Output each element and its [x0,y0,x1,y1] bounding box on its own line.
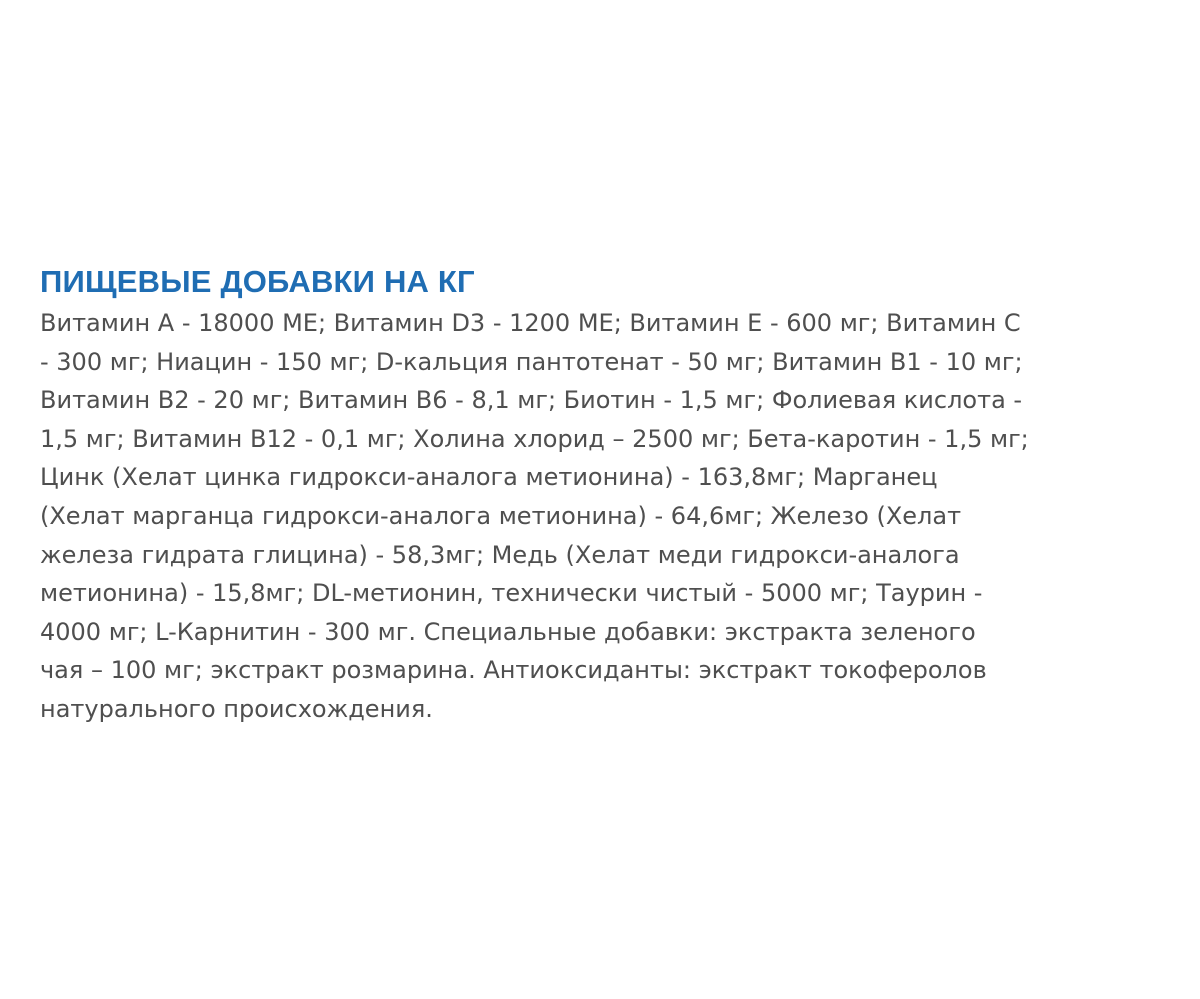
text-line: Цинк (Хелат цинка гидрокси-аналога метионина) - 163,8мг; Марганец [40,463,938,492]
text-line: - 300 мг; Ниацин - 150 мг; D-кальция пантотенат - 50 мг; Витамин В1 - 10 мг; [40,347,1023,376]
text-line: Витамин В2 - 20 мг; Витамин В6 - 8,1 мг; Биотин - 1,5 мг; Фолиевая кислота - [40,386,1023,415]
text-line: метионина) - 15,8мг; DL-метионин, технически чистый - 5000 мг; Таурин - [40,579,983,608]
supplements-text [40,304,1160,729]
text-line: 4000 мг; L-Карнитин - 300 мг. Специальные добавки: экстракта зеленого [40,617,976,646]
text-line: железа гидрата глицина) - 58,3мг; Медь (Хелат меди гидрокси-аналога [40,540,960,569]
text-line: (Хелат марганца гидрокси-аналога метионина) - 64,6мг; Железо (Хелат [40,501,962,530]
text-line: Витамин А - 18000 МЕ; Витамин D3 - 1200 МЕ; Витамин Е - 600 мг; Витамин С [40,309,1021,337]
section-title: ПИЩЕВЫЕ ДОБАВКИ НА КГ [40,264,475,299]
text-line: натурального происхождения. [40,694,433,723]
text-line: 1,5 мг; Витамин В12 - 0,1 мг; Холина хлорид – 2500 мг; Бета-каротин - 1,5 мг; [40,424,1029,453]
text-line: чая – 100 мг; экстракт розмарина. Антиоксиданты: экстракт токоферолов [40,656,987,685]
supplements-section [40,262,1160,729]
